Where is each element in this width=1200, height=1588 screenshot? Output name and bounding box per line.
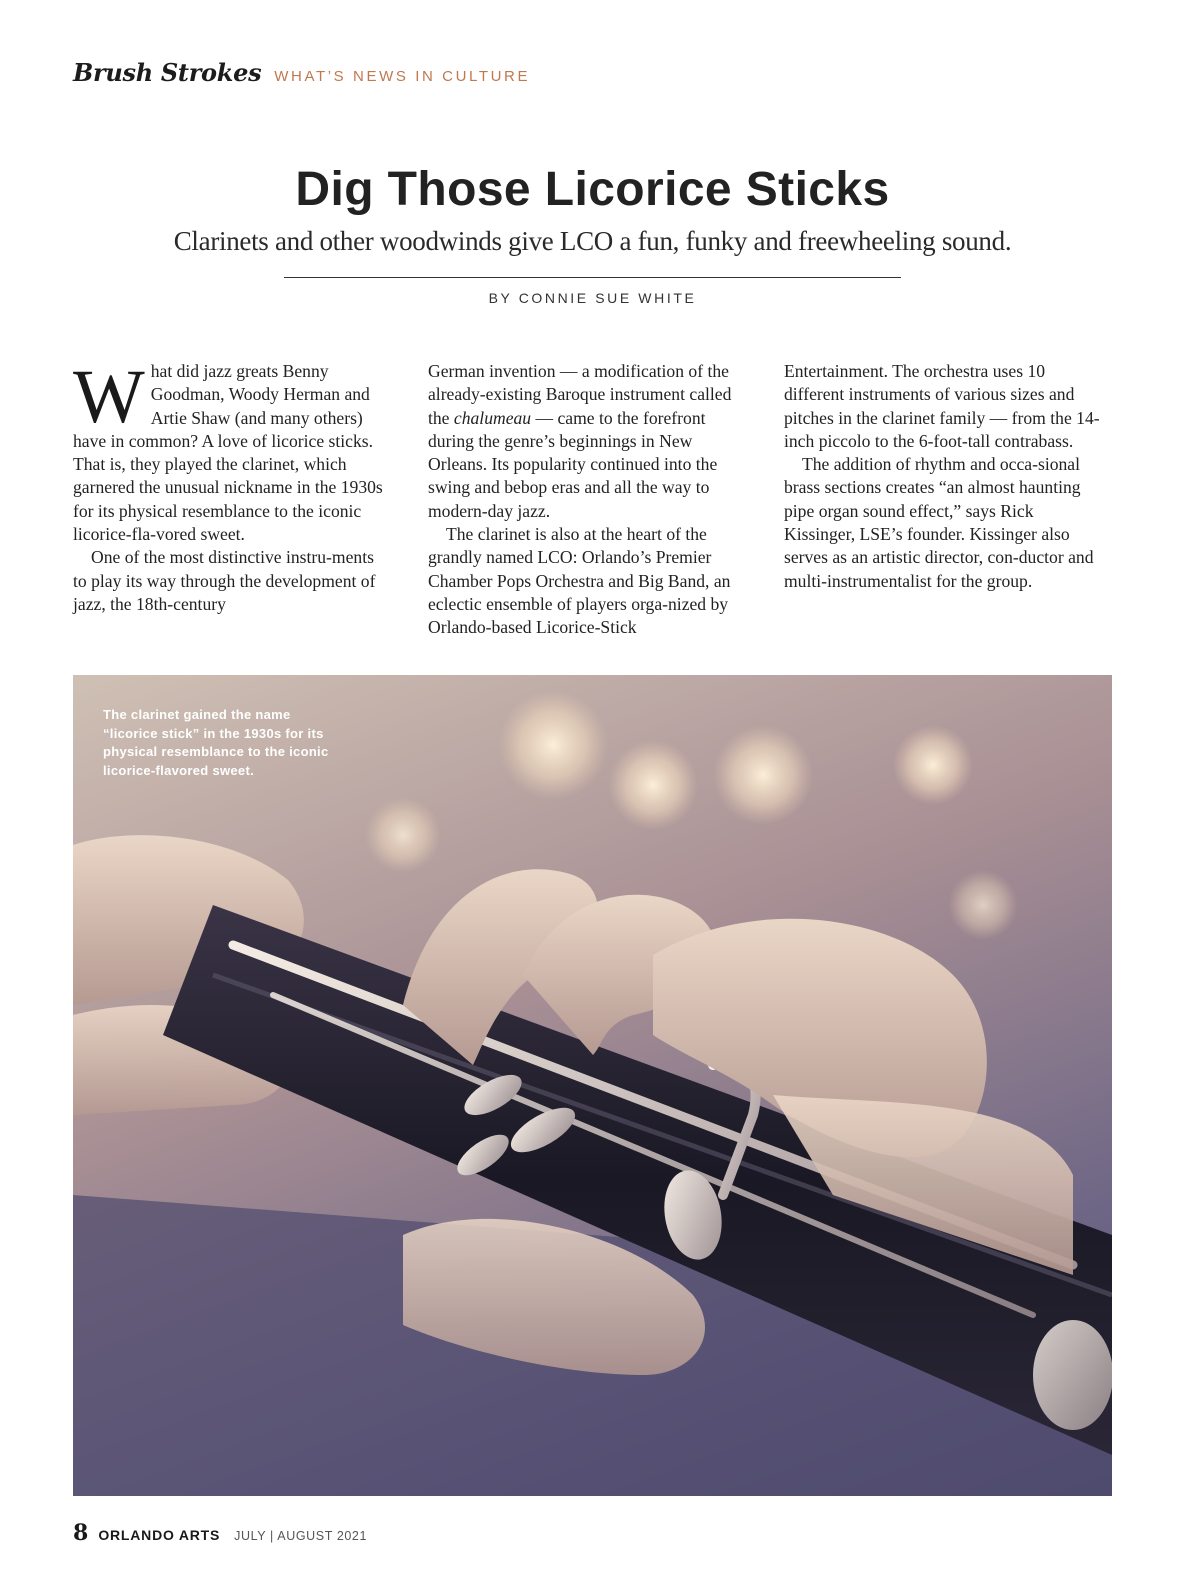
paragraph-text: — came to the forefront during the genre’s beginnings in New Orleans. Its popularity continued into the swing and bebop eras and all the way to modern-day jazz.: [428, 407, 718, 521]
issue-date: JULY | AUGUST 2021: [234, 1529, 368, 1543]
text-column-1: [73, 355, 391, 616]
clarinet-illustration: [73, 675, 1112, 1496]
drop-cap: W: [73, 355, 145, 439]
title-divider: [284, 277, 901, 278]
italic-term: chalumeau: [453, 407, 532, 428]
paragraph-text: German invention — a modification of the already-existing Baroque instrument called the: [428, 361, 732, 428]
article-subtitle: Clarinets and other woodwinds give LCO a fun, funky and freewheeling sound.: [173, 226, 1012, 256]
paragraph: Entertainment. The orchestra uses 10 different instruments of various sizes and pitches in the clarinet family — from the 14-inch piccolo to the 6-foot-tall contrabass.: [784, 361, 1100, 451]
paragraph: [428, 360, 746, 523]
section-name: Brush Strokes: [73, 58, 262, 87]
article-title: Dig Those Licorice Sticks: [295, 163, 890, 216]
section-header: [73, 58, 530, 87]
text-column-2: [428, 360, 746, 640]
paragraph: [73, 355, 391, 546]
paragraph: The clarinet is also at the heart of the grandly named LCO: Orlando’s Premier Chamber Pops Orchestra and Big Band, an eclectic ensemble of players orga-nized by Orlando-based Licorice-Stick: [428, 524, 731, 638]
paragraph: One of the most distinctive instru-ments to play its way through the development of jazz, the 18th-century: [73, 547, 376, 614]
byline: BY CONNIE SUE WHITE: [488, 290, 697, 306]
page-footer: [73, 1520, 367, 1546]
page-number: 8: [73, 1520, 89, 1546]
paragraph: The addition of rhythm and occa-sional brass sections creates “an almost haunting pipe organ sound effect,” says Rick Kissinger, LSE’s founder. Kissinger also serves as an artistic director, con-ductor and multi-instrumentalist for the group.: [784, 454, 1094, 591]
photo-caption: The clarinet gained the name “licorice stick” in the 1930s for its physical resemblance to the iconic licorice-flavored sweet.: [103, 707, 329, 778]
clarinet-photo: [73, 675, 1112, 1496]
section-tagline: WHAT’S NEWS IN CULTURE: [274, 68, 531, 85]
magazine-name: ORLANDO ARTS: [98, 1527, 221, 1543]
paragraph-text: hat did jazz greats Benny Goodman, Woody Herman and Artie Shaw (and many others) have in common? A love of licorice sticks. That is, they played the clarinet, which garnered the unusual nickname in the 1930s for its physical resemblance to the iconic licorice-fla-vored sweet.: [73, 361, 383, 545]
text-column-3: [784, 360, 1102, 593]
